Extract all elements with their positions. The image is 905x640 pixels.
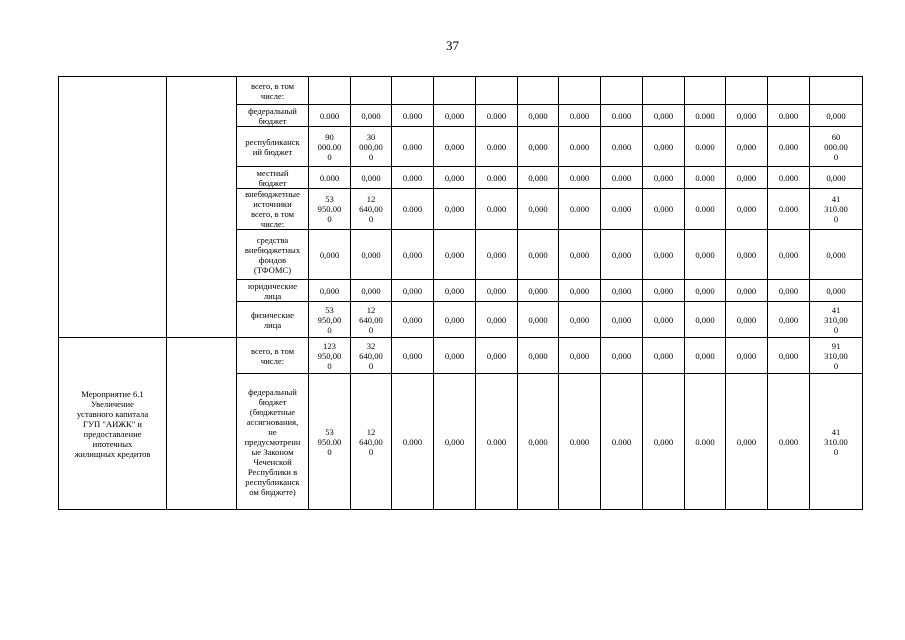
row-label: всего, в том числе:	[237, 338, 309, 374]
value-cell: 0,000	[685, 338, 726, 374]
row-label: республиканск ий бюджет	[237, 127, 309, 167]
row-label: всего, в том числе:	[237, 77, 309, 105]
value-cell: 0,000	[768, 302, 810, 338]
value-cell: 0,000	[685, 230, 726, 280]
value-cell	[685, 77, 726, 105]
value-cell: 0.000	[559, 167, 601, 189]
value-cell: 0.000	[392, 127, 434, 167]
value-cell: 0,000	[392, 280, 434, 302]
value-cell: 0,000	[434, 230, 476, 280]
value-cell: 32 640,00 0	[351, 338, 392, 374]
value-cell: 0,000	[518, 167, 559, 189]
value-cell: 0.000	[685, 374, 726, 510]
value-cell: 0,000	[643, 189, 685, 230]
value-cell	[601, 77, 643, 105]
value-cell: 53 950.00 0	[309, 189, 351, 230]
value-cell: 0,000	[434, 302, 476, 338]
budget-table	[58, 76, 863, 510]
value-cell: 0.000	[768, 167, 810, 189]
value-cell: 0,000	[518, 338, 559, 374]
event-title: Мероприятие 6.1 Увеличение уставного капитала ГУП "АИЖК" и предоставление ипотечных жилищных кредитов	[59, 338, 167, 510]
value-cell: 0,000	[726, 127, 768, 167]
row-label: федеральный бюджет	[237, 105, 309, 127]
value-cell: 0,000	[518, 105, 559, 127]
value-cell: 53 950,00 0	[309, 302, 351, 338]
value-cell: 123 950,00 0	[309, 338, 351, 374]
value-cell: 0,000	[559, 338, 601, 374]
value-cell: 0.000	[601, 127, 643, 167]
value-cell: 0,000	[768, 338, 810, 374]
value-cell: 0,000	[685, 280, 726, 302]
value-cell: 0,000	[434, 189, 476, 230]
value-cell: 0,000	[351, 105, 392, 127]
value-cell: 0,000	[351, 280, 392, 302]
value-cell: 0.000	[309, 167, 351, 189]
value-cell: 0.000	[601, 167, 643, 189]
value-cell: 41 310,00 0	[810, 302, 863, 338]
value-cell: 0,000	[810, 105, 863, 127]
value-cell: 0,000	[559, 280, 601, 302]
value-cell: 0,000	[434, 338, 476, 374]
value-cell: 30 000,00 0	[351, 127, 392, 167]
value-cell: 0,000	[518, 189, 559, 230]
value-cell: 0,000	[643, 374, 685, 510]
value-cell: 0.000	[309, 105, 351, 127]
value-cell: 0,000	[559, 230, 601, 280]
table-row	[59, 338, 863, 374]
value-cell	[476, 77, 518, 105]
value-cell: 0,000	[392, 302, 434, 338]
value-cell: 0,000	[643, 105, 685, 127]
value-cell: 0,000	[434, 127, 476, 167]
row-label: местный бюджет	[237, 167, 309, 189]
value-cell: 0,000	[309, 280, 351, 302]
value-cell: 0,000	[434, 105, 476, 127]
value-cell: 0,000	[434, 280, 476, 302]
value-cell: 0,000	[518, 280, 559, 302]
value-cell: 0.000	[768, 127, 810, 167]
value-cell: 0,000	[601, 302, 643, 338]
value-cell: 0,000	[726, 189, 768, 230]
value-cell: 0.000	[476, 127, 518, 167]
value-cell	[559, 77, 601, 105]
value-cell: 41 310.00 0	[810, 189, 863, 230]
value-cell: 12 640,00 0	[351, 189, 392, 230]
value-cell: 0,000	[810, 230, 863, 280]
value-cell: 0,000	[351, 167, 392, 189]
value-cell	[810, 77, 863, 105]
value-cell: 0,000	[643, 280, 685, 302]
value-cell	[768, 77, 810, 105]
value-cell: 0.000	[559, 127, 601, 167]
value-cell: 0,000	[810, 167, 863, 189]
value-cell: 0,000	[685, 302, 726, 338]
value-cell: 0,000	[643, 167, 685, 189]
value-cell: 0,000	[309, 230, 351, 280]
value-cell	[643, 77, 685, 105]
value-cell: 0,000	[726, 374, 768, 510]
value-cell: 0,000	[726, 230, 768, 280]
value-cell: 0,000	[351, 230, 392, 280]
value-cell: 0.000	[392, 189, 434, 230]
value-cell	[351, 77, 392, 105]
value-cell: 0.000	[601, 374, 643, 510]
value-cell: 0,000	[768, 230, 810, 280]
value-cell: 0.000	[392, 167, 434, 189]
value-cell: 0.000	[768, 105, 810, 127]
value-cell: 0,000	[643, 127, 685, 167]
value-cell: 0.000	[768, 374, 810, 510]
value-cell: 0,000	[518, 374, 559, 510]
value-cell: 12 640,00 0	[351, 374, 392, 510]
table-row	[59, 77, 863, 105]
value-cell: 60 000.00 0	[810, 127, 863, 167]
value-cell: 0.000	[392, 374, 434, 510]
value-cell: 0,000	[476, 280, 518, 302]
value-cell: 0,000	[476, 302, 518, 338]
value-cell: 0,000	[601, 230, 643, 280]
value-cell: 0,000	[643, 338, 685, 374]
page-number: 37	[446, 38, 459, 53]
value-cell	[434, 77, 476, 105]
value-cell: 0,000	[518, 230, 559, 280]
row-label: юридические лица	[237, 280, 309, 302]
value-cell: 0.000	[685, 189, 726, 230]
empty-cell	[167, 338, 237, 510]
value-cell: 91 310,00 0	[810, 338, 863, 374]
value-cell: 0.000	[601, 189, 643, 230]
value-cell: 0,000	[601, 280, 643, 302]
value-cell: 0.000	[559, 105, 601, 127]
value-cell: 0,000	[518, 302, 559, 338]
value-cell: 0.000	[685, 105, 726, 127]
value-cell: 0,000	[392, 338, 434, 374]
value-cell: 0,000	[601, 338, 643, 374]
row-label: физические лица	[237, 302, 309, 338]
value-cell: 0,000	[643, 302, 685, 338]
value-cell: 0.000	[685, 167, 726, 189]
value-cell: 0,000	[434, 167, 476, 189]
value-cell: 0,000	[726, 167, 768, 189]
value-cell: 0,000	[476, 338, 518, 374]
value-cell: 0.000	[392, 105, 434, 127]
value-cell: 0.000	[476, 189, 518, 230]
value-cell: 0,000	[559, 302, 601, 338]
value-cell: 0.000	[685, 127, 726, 167]
empty-cell	[167, 77, 237, 338]
value-cell: 90 000.00 0	[309, 127, 351, 167]
value-cell	[518, 77, 559, 105]
row-label: средства внебюджетных фондов (ТФОМС)	[237, 230, 309, 280]
value-cell: 0,000	[726, 105, 768, 127]
value-cell	[726, 77, 768, 105]
value-cell: 0.000	[476, 374, 518, 510]
value-cell: 12 640,00 0	[351, 302, 392, 338]
value-cell: 0,000	[392, 230, 434, 280]
value-cell: 0,000	[476, 230, 518, 280]
value-cell: 0.000	[559, 374, 601, 510]
value-cell: 0,000	[434, 374, 476, 510]
row-label: внебюджетные источники всего, в том числе:	[237, 189, 309, 230]
value-cell: 0,000	[768, 280, 810, 302]
value-cell	[309, 77, 351, 105]
value-cell: 53 950.00 0	[309, 374, 351, 510]
value-cell: 0,000	[726, 302, 768, 338]
value-cell: 0,000	[810, 280, 863, 302]
value-cell: 0.000	[476, 105, 518, 127]
value-cell: 0,000	[643, 230, 685, 280]
value-cell: 0,000	[726, 280, 768, 302]
row-label: федеральный бюджет (бюджетные ассигнования, не предусмотренн ые Законом Чеченской Республики в республиканск ом бюджете)	[237, 374, 309, 510]
value-cell: 0.000	[476, 167, 518, 189]
value-cell: 0,000	[518, 127, 559, 167]
value-cell: 0,000	[726, 338, 768, 374]
value-cell: 41 310.00 0	[810, 374, 863, 510]
value-cell: 0.000	[601, 105, 643, 127]
empty-cell	[59, 77, 167, 338]
value-cell: 0.000	[559, 189, 601, 230]
value-cell	[392, 77, 434, 105]
value-cell: 0.000	[768, 189, 810, 230]
